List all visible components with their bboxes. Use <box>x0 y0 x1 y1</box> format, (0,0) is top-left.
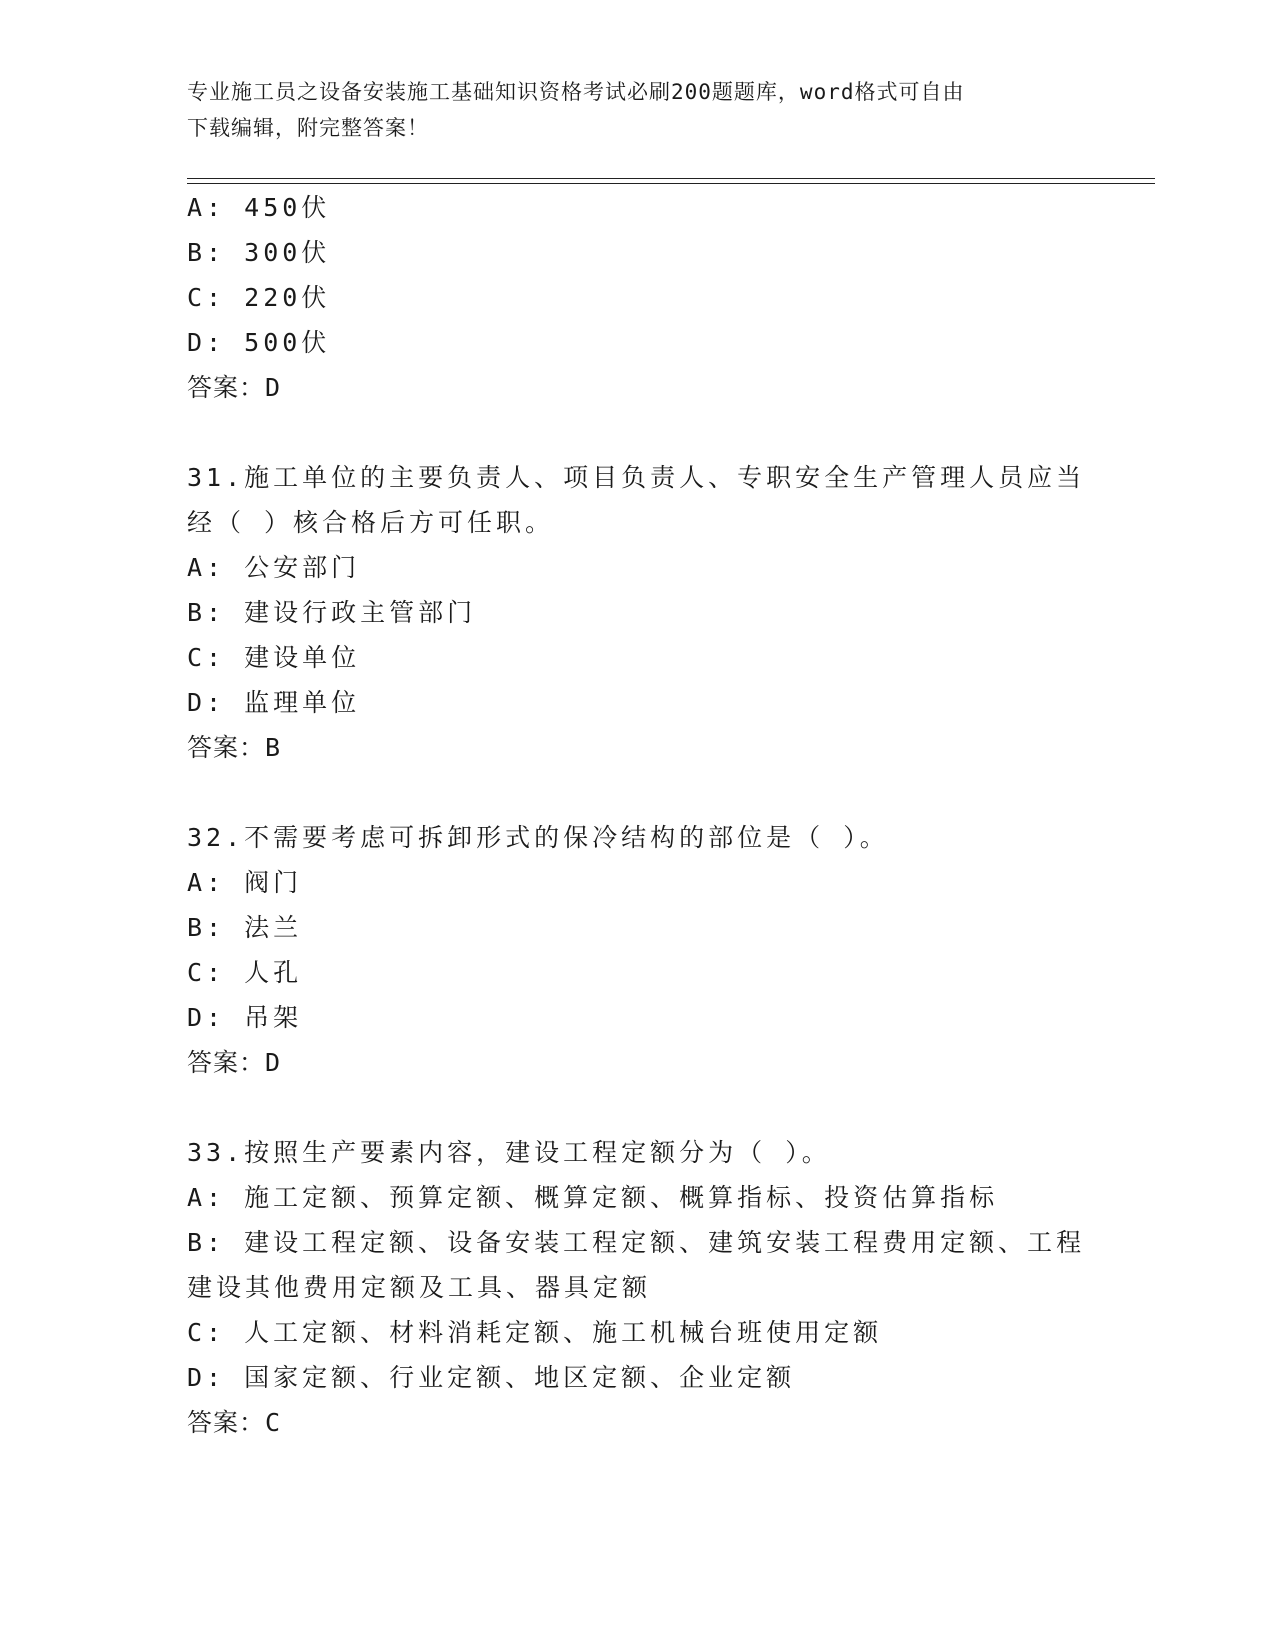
q31-option-b: B: 建设行政主管部门 <box>187 598 477 627</box>
q32-answer: 答案：D <box>187 1048 282 1077</box>
q32-option-d: D: 吊架 <box>187 1003 303 1032</box>
q30-option-c: C: 220伏 <box>187 283 331 312</box>
q33-option-a: A: 施工定额、预算定额、概算定额、概算指标、投资估算指标 <box>187 1183 999 1212</box>
q33-option-b-line-1: B: 建设工程定额、设备安装工程定额、建筑安装工程费用定额、工程 <box>187 1228 1086 1257</box>
q33-option-b-line-2: 建设其他费用定额及工具、器具定额 <box>187 1273 652 1302</box>
q32-option-b: B: 法兰 <box>187 913 303 942</box>
header-divider-bottom <box>187 183 1155 184</box>
document-header <box>187 74 1087 146</box>
header-line-1: 专业施工员之设备安装施工基础知识资格考试必刷200题题库，word格式可自由 <box>187 80 965 104</box>
q31-answer: 答案：B <box>187 733 282 762</box>
q32-option-c: C: 人孔 <box>187 958 303 987</box>
q31-stem-line-2: 经（ ）核合格后方可任职。 <box>187 508 555 537</box>
q31-stem-line-1: 31.施工单位的主要负责人、项目负责人、专职安全生产管理人员应当 <box>187 463 1086 492</box>
q31-option-c: C: 建设单位 <box>187 643 361 672</box>
q30-option-d: D: 500伏 <box>187 328 331 357</box>
q33-stem-line-1: 33.按照生产要素内容，建设工程定额分为（ ）。 <box>187 1138 831 1167</box>
q33-answer: 答案：C <box>187 1408 282 1437</box>
q30-option-b: B: 300伏 <box>187 238 331 267</box>
header-line-2: 下载编辑，附完整答案！ <box>187 116 429 140</box>
q31-option-d: D: 监理单位 <box>187 688 361 717</box>
header-divider-top <box>187 178 1155 179</box>
q31-option-a: A: 公安部门 <box>187 553 361 582</box>
q33-option-c: C: 人工定额、材料消耗定额、施工机械台班使用定额 <box>187 1318 883 1347</box>
q33-option-d: D: 国家定额、行业定额、地区定额、企业定额 <box>187 1363 796 1392</box>
q30-option-a: A: 450伏 <box>187 193 331 222</box>
q30-answer: 答案：D <box>187 373 282 402</box>
q32-stem-line-1: 32.不需要考虑可拆卸形式的保冷结构的部位是（ ）。 <box>187 823 889 852</box>
q32-option-a: A: 阀门 <box>187 868 303 897</box>
